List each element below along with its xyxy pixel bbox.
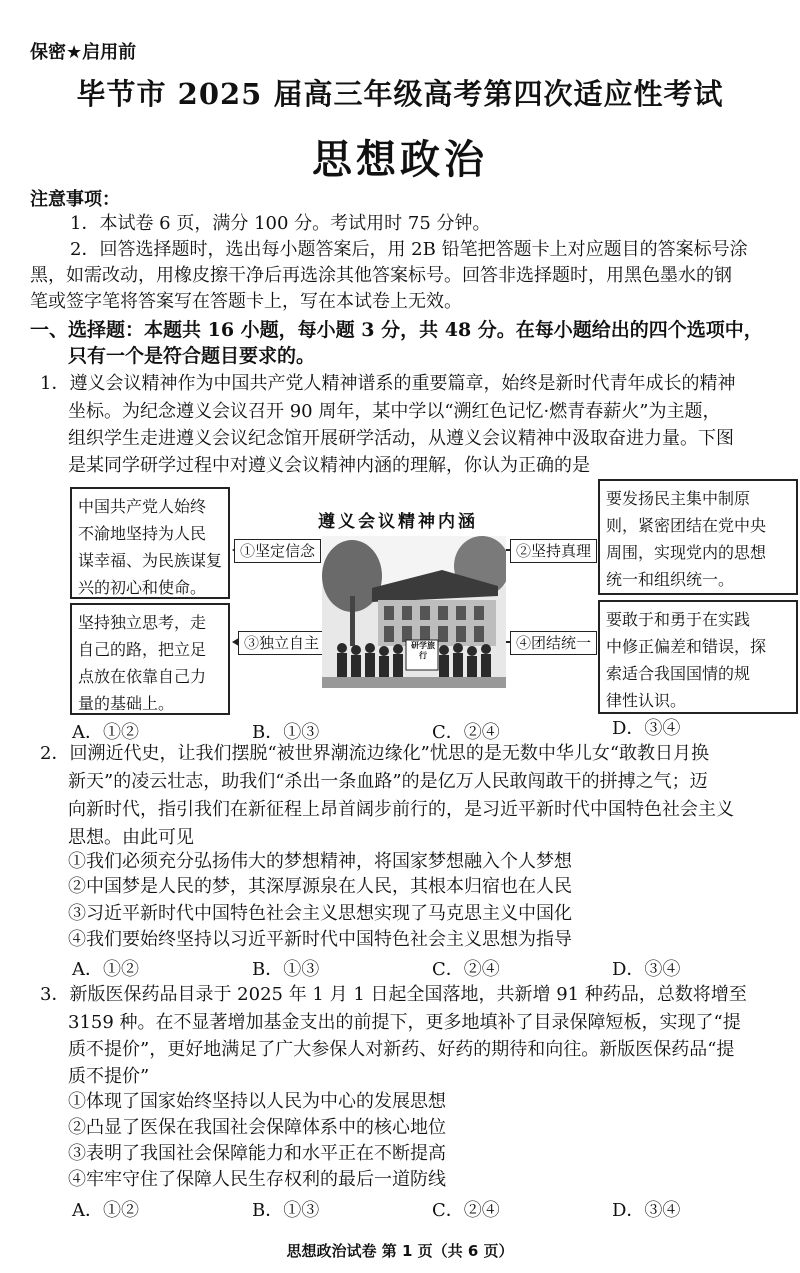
q2-option-b[interactable]: B．①③ xyxy=(252,959,320,980)
notice-line: 笔或签字笔将答案写在答题卡上，写在本试卷上无效。 xyxy=(30,291,462,312)
subject-title: 思想政治 xyxy=(312,136,488,183)
q1-option-c[interactable]: C．②④ xyxy=(432,722,500,743)
question-1-stem: 1．遵义会议精神作为中国共产党人精神谱系的重要篇章，始终是新时代青年成长的精神 xyxy=(40,373,736,394)
diagram-box-4: 要敢于和勇于在实践 中修正偏差和错误，探 索适合我国国情的规 律性认识。 xyxy=(598,600,798,714)
zunyi-meeting-site-photo xyxy=(322,536,506,688)
notice-line: 2．回答选择题时，选出每小题答案后，用 2B 铅笔把答题卡上对应题目的答案标号涂 xyxy=(70,239,748,260)
q2-option-c[interactable]: C．②④ xyxy=(432,959,500,980)
label-unity: ④团结统一 xyxy=(510,631,597,655)
label-firm-belief: ①坚定信念 xyxy=(234,539,321,563)
q3-option-d[interactable]: D．③④ xyxy=(612,1200,681,1221)
question-2-stem: 新天”的凌云壮志，助我们“杀出一条血路”的是亿万人民敢闯敢干的拼搏之气；迈 xyxy=(68,771,708,792)
question-1-stem: 坐标。为纪念遵义会议召开 90 周年，某中学以“溯红色记忆·燃青春薪火”为主题， xyxy=(68,401,721,422)
question-3-stem: 3159 种。在不显著增加基金支出的前提下，更多地填补了目录保障短板，实现了“提 xyxy=(68,1012,741,1033)
question-3-stem: 质不提价”，更好地满足了广大参保人对新药、好药的期待和向往。新版医保药品“提 xyxy=(68,1039,735,1060)
page-footer: 思想政治试卷 第 1 页（共 6 页） xyxy=(286,1242,514,1260)
secret-mark: 保密★启用前 xyxy=(30,42,137,63)
label-independence: ③独立自主 xyxy=(238,631,325,655)
section-heading: 一、选择题：本题共 16 小题，每小题 3 分，共 48 分。在每小题给出的四个选项中， xyxy=(30,319,763,341)
q2-option-d[interactable]: D．③④ xyxy=(612,959,681,980)
diagram-box-1: 中国共产党人始终 不渝地坚持为人民 谋幸福、为民族谋复 兴的初心和使命。 xyxy=(70,487,230,599)
notice-line: 黑，如需改动，用橡皮擦干净后再选涂其他答案标号。回答非选择题时，用黑色墨水的钢 xyxy=(30,265,732,286)
question-2-stem: 2．回溯近代史，让我们摆脱“被世界潮流边缘化”忧思的是无数中华儿女“敢教日月换 xyxy=(40,743,710,764)
q1-option-b[interactable]: B．①③ xyxy=(252,722,320,743)
q1-option-a[interactable]: A．①② xyxy=(72,722,139,743)
notice-line: 1．本试卷 6 页，满分 100 分。考试用时 75 分钟。 xyxy=(70,213,491,234)
question-2-stem: 向新时代，指引我们在新征程上昂首阔步前行的，是习近平新时代中国特色社会主义 xyxy=(68,799,734,820)
photo-banner: 研学旅行 xyxy=(411,640,435,660)
question-3-statement: ①体现了国家始终坚持以人民为中心的发展思想 xyxy=(68,1091,446,1112)
question-2-statement: ①我们必须充分弘扬伟大的梦想精神，将国家梦想融入个人梦想 xyxy=(68,851,572,872)
exam-title: 毕节市 2025 届高三年级高考第四次适应性考试 xyxy=(76,77,724,111)
diagram-box-3: 坚持独立思考，走 自己的路，把立足 点放在依靠自己力 量的基础上。 xyxy=(70,603,230,715)
question-2-stem: 思想。由此可见 xyxy=(68,827,194,848)
diagram-title: 遵义会议精神内涵 xyxy=(318,512,478,532)
question-3-statement: ③表明了我国社会保障能力和水平正在不断提高 xyxy=(68,1143,446,1164)
q3-option-a[interactable]: A．①② xyxy=(72,1200,139,1221)
notice-heading: 注意事项： xyxy=(30,189,120,210)
question-2-statement: ③习近平新时代中国特色社会主义思想实现了马克思主义中国化 xyxy=(68,903,572,924)
label-uphold-truth: ②坚持真理 xyxy=(510,539,597,563)
question-1-stem: 组织学生走进遵义会议纪念馆开展研学活动，从遵义会议精神中汲取奋进力量。下图 xyxy=(68,428,734,449)
q3-option-b[interactable]: B．①③ xyxy=(252,1200,320,1221)
question-3-stem: 质不提价” xyxy=(68,1066,150,1087)
q2-option-a[interactable]: A．①② xyxy=(72,959,139,980)
q1-option-d[interactable]: D．③④ xyxy=(612,718,681,739)
diagram-box-2: 要发扬民主集中制原 则，紧密团结在党中央 周围，实现党内的思想 统一和组织统一。 xyxy=(598,479,798,595)
question-2-statement: ②中国梦是人民的梦，其深厚源泉在人民，其根本归宿也在人民 xyxy=(68,876,572,897)
question-1-stem: 是某同学研学过程中对遵义会议精神内涵的理解，你认为正确的是 xyxy=(68,455,590,476)
question-3-stem: 3．新版医保药品目录于 2025 年 1 月 1 日起全国落地，共新增 91 种药品，总数将增至 xyxy=(40,984,747,1005)
question-3-statement: ④牢牢守住了保障人民生存权利的最后一道防线 xyxy=(68,1169,446,1190)
question-3-statement: ②凸显了医保在我国社会保障体系中的核心地位 xyxy=(68,1117,446,1138)
section-heading-cont: 只有一个是符合题目要求的。 xyxy=(68,345,316,367)
q3-option-c[interactable]: C．②④ xyxy=(432,1200,500,1221)
question-2-statement: ④我们要始终坚持以习近平新时代中国特色社会主义思想为指导 xyxy=(68,929,572,950)
